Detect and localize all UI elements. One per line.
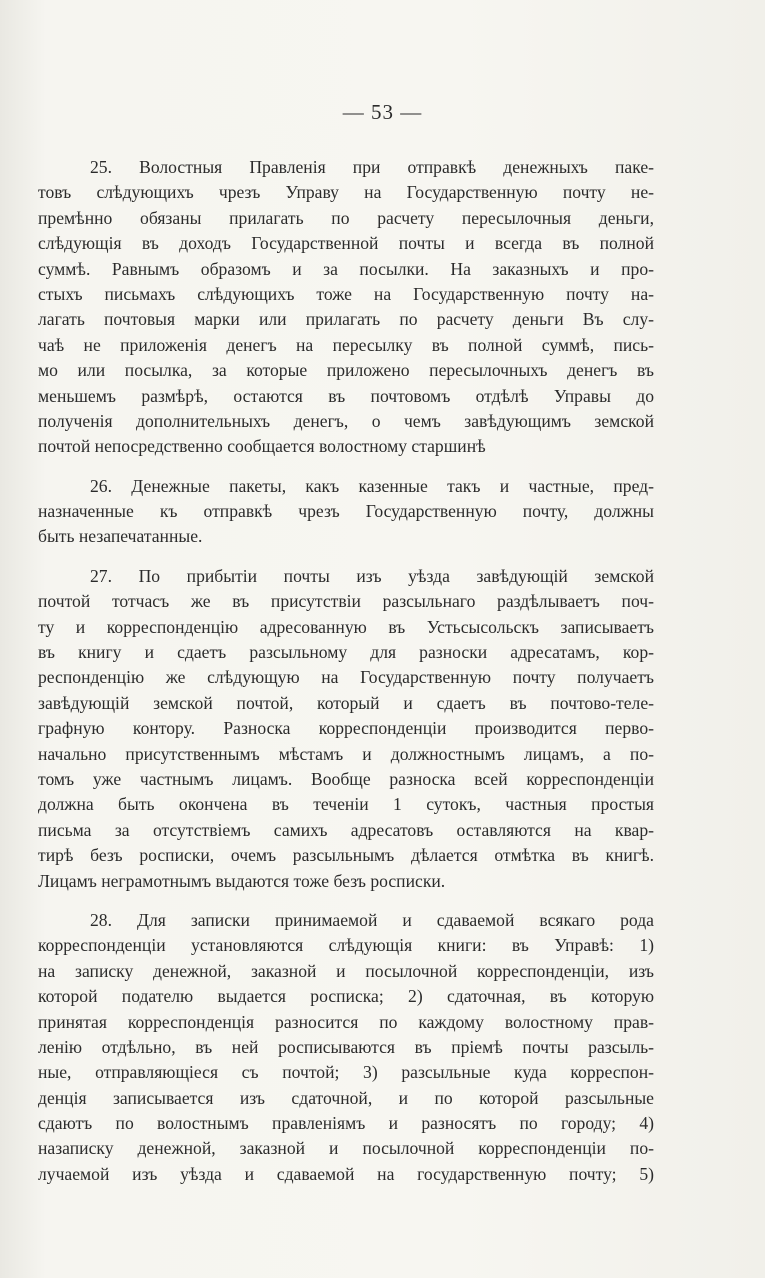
text-line: чаѣ не приложенія денегъ на пересылку въ полной суммѣ, пись-: [38, 334, 654, 355]
text-line: ные, отправляющіеся съ почтой; 3) разсыльные куда корреспон-: [38, 1062, 654, 1083]
text-line: должна быть окончена въ теченіи 1 сутокъ, частныя простыя: [38, 794, 654, 815]
text-line: завѣдующій земской почтой, который и сдаетъ въ почтово-теле-: [38, 692, 654, 713]
text-line: ленію отдѣльно, въ ней росписываются въ пріемѣ почты разсыль-: [38, 1036, 654, 1057]
text-line: сдаютъ по волостнымъ правленіямъ и разносятъ по городу; 4): [38, 1113, 654, 1134]
text-line: тирѣ безъ росписки, очемъ разсыльнымъ дѣлается отмѣтка въ книгѣ.: [38, 845, 654, 866]
text-line: стыхъ письмахъ слѣдующихъ тоже на Государственную почту на-: [38, 283, 654, 304]
text-line: респонденцію же слѣдующую на Государственную почту получаетъ: [38, 667, 654, 688]
text-line: меньшемъ размѣрѣ, остаются въ почтовомъ отдѣлѣ Управы до: [38, 385, 654, 406]
text-line: корреспонденціи установляются слѣдующія книги: въ Управѣ: 1): [38, 935, 654, 956]
paragraph-25: [38, 155, 654, 460]
paragraph-27: [38, 564, 654, 894]
text-line: слѣдующія въ доходъ Государственной почты и всегда въ полной: [38, 233, 654, 254]
text-line: томъ уже частнымъ лицамъ. Вообще разноска всей корреспонденціи: [38, 768, 654, 789]
paragraph-28: [38, 908, 654, 1187]
text-line: 27. По прибытіи почты изъ уѣзда завѣдующій земской: [90, 565, 654, 586]
text-line: Лицамъ неграмотнымъ выдаются тоже безъ росписки.: [38, 870, 446, 891]
text-line: въ книгу и сдаетъ разсыльному для разноски адресатамъ, кор-: [38, 642, 654, 663]
text-line: лучаемой изъ уѣзда и сдаваемой на государственную почту; 5): [38, 1163, 654, 1184]
text-line: мо или посылка, за которые приложено пересылочныхъ денегъ въ: [38, 360, 654, 381]
document-body: [38, 155, 654, 1201]
text-line: почтой тотчасъ же въ присутствіи разсыльнаго раздѣлываетъ поч-: [38, 591, 654, 612]
text-line: премѣнно обязаны прилагать по расчету пересылочныя деньги,: [38, 207, 654, 228]
paragraph-26: [38, 474, 654, 550]
text-line: почтой непосредственно сообщается волостному старшинѣ: [38, 436, 486, 457]
text-line: полученія дополнительныхъ денегъ, о чемъ завѣдующимъ земской: [38, 410, 654, 431]
text-line: назаписку денежной, заказной и посылочной корреспонденціи по-: [38, 1138, 654, 1159]
text-line: товъ слѣдующихъ чрезъ Управу на Государственную почту не-: [38, 182, 654, 203]
text-line: ту и корреспонденцію адресованную въ Устьсысольскъ записываетъ: [38, 616, 654, 637]
text-line: суммѣ. Равнымъ образомъ и за посылки. На заказныхъ и про-: [38, 258, 654, 279]
text-line: начально присутственнымъ мѣстамъ и должностнымъ лицамъ, а по-: [38, 743, 654, 764]
text-line: на записку денежной, заказной и посылочной корреспонденціи, изъ: [38, 960, 654, 981]
text-line: лагать почтовыя марки или прилагать по расчету деньги Въ слу-: [38, 309, 654, 330]
page-number: — 53 —: [342, 100, 423, 124]
text-line: 28. Для записки принимаемой и сдаваемой всякаго рода: [90, 909, 654, 930]
text-line: которой подателю выдается росписка; 2) сдаточная, въ которую: [38, 986, 654, 1007]
text-line: быть незапечатанные.: [38, 526, 203, 547]
text-line: графную контору. Разноска корреспонденціи производится перво-: [38, 718, 654, 739]
text-line: денція записывается изъ сдаточной, и по которой разсыльные: [38, 1087, 654, 1108]
text-line: 25. Волостныя Правленія при отправкѣ денежныхъ паке-: [90, 157, 654, 177]
text-line: принятая корреспонденція разносится по каждому волостному прав-: [38, 1011, 654, 1032]
text-line: 26. Денежные пакеты, какъ казенные такъ и частные, пред-: [90, 475, 654, 496]
text-line: назначенные къ отправкѣ чрезъ Государственную почту, должны: [38, 501, 654, 522]
text-line: письма за отсутствіемъ самихъ адресатовъ оставляются на квар-: [38, 819, 654, 840]
